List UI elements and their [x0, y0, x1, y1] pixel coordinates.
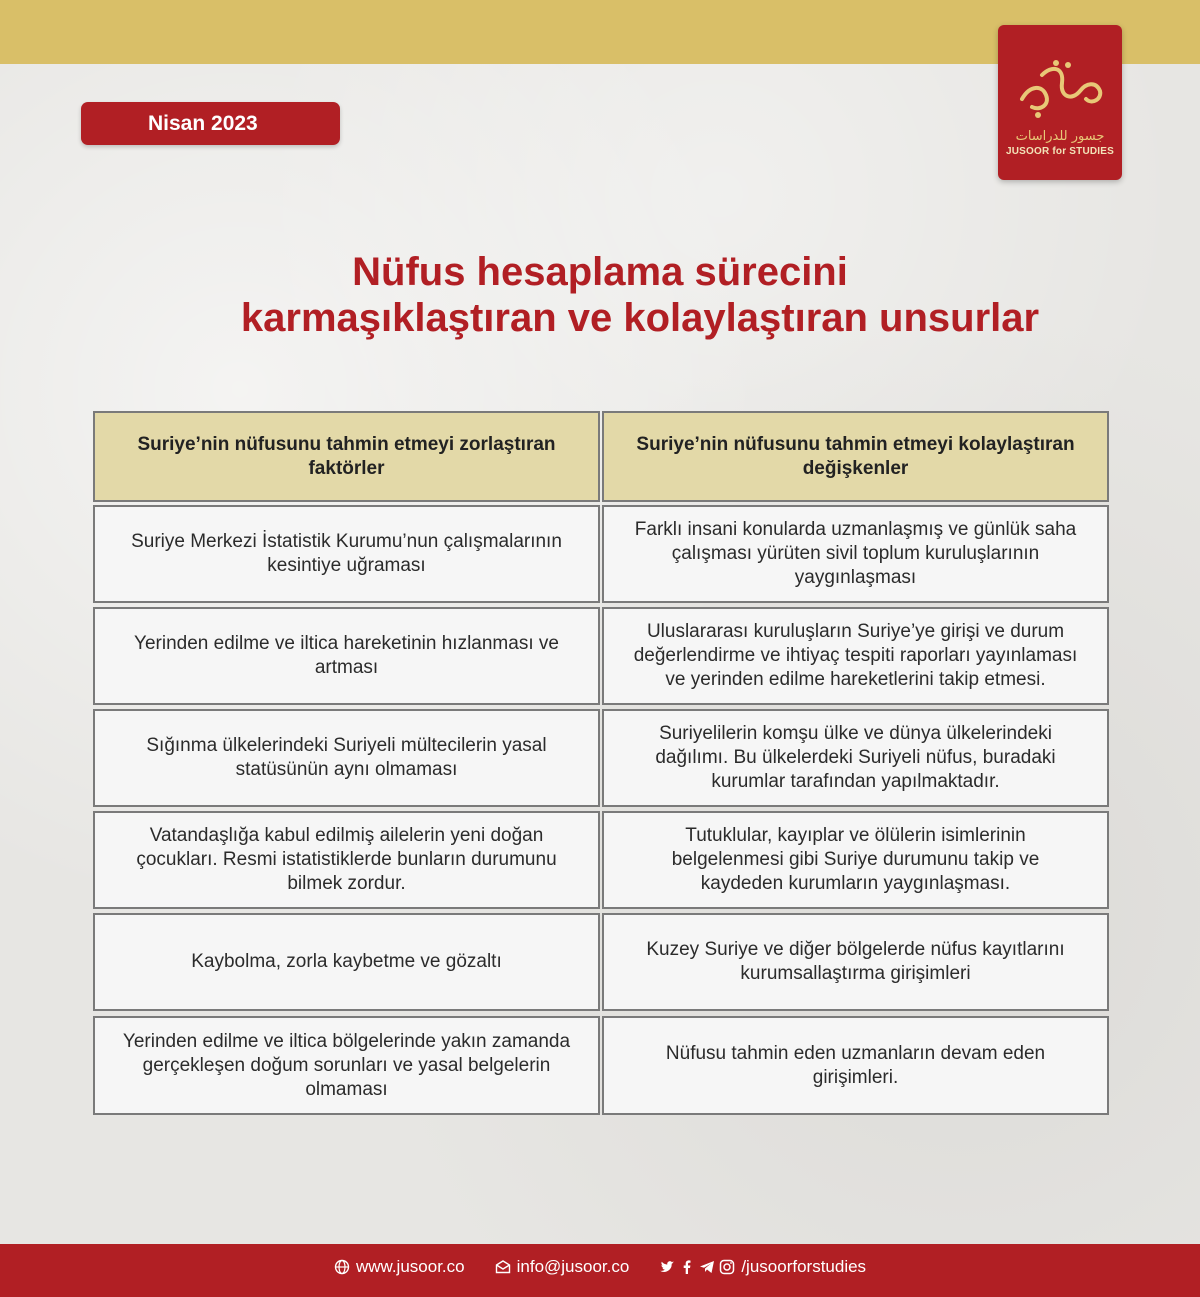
- date-badge: Nisan 2023: [81, 102, 340, 145]
- footer-social[interactable]: [659, 1257, 866, 1277]
- table-cell-right: Uluslararası kuruluşların Suriye’ye girişi ve durum değerlendirme ve ihtiyaç tespiti raporları yayınlaması ve yerinden edilme hareketlerini takip etmesi.: [602, 607, 1109, 705]
- email-link[interactable]: info@jusoor.co: [516, 1256, 630, 1276]
- logo-arabic-text: جسور للدراسات: [1015, 129, 1105, 144]
- footer-website[interactable]: [334, 1257, 465, 1277]
- header-easing-variables: Suriye’nin nüfusunu tahmin etmeyi kolaylaştıran değişkenler: [602, 411, 1109, 502]
- website-link[interactable]: www.jusoor.co: [355, 1256, 465, 1276]
- twitter-icon[interactable]: [659, 1259, 675, 1275]
- table-cell-left: Kaybolma, zorla kaybetme ve gözaltı: [93, 913, 600, 1011]
- title-line-2: karmaşıklaştıran ve kolaylaştıran unsurlar: [240, 296, 1040, 340]
- header-difficult-factors: Suriye’nin nüfusunu tahmin etmeyi zorlaştıran faktörler: [93, 411, 600, 502]
- telegram-icon[interactable]: [699, 1259, 715, 1275]
- table-cell-right: Kuzey Suriye ve diğer bölgelerde nüfus kayıtlarını kurumsallaştırma girişimleri: [602, 913, 1109, 1011]
- table-cell-left: Vatandaşlığa kabul edilmiş ailelerin yeni doğan çocukları. Resmi istatistiklerde bunların durumunu bilmek zordur.: [93, 811, 600, 909]
- footer-email[interactable]: [495, 1257, 630, 1277]
- instagram-icon[interactable]: [719, 1259, 735, 1275]
- facebook-icon[interactable]: [679, 1259, 695, 1275]
- globe-icon: [334, 1259, 350, 1275]
- table-cell-right: Tutuklular, kayıplar ve ölülerin isimlerinin belgelenmesi gibi Suriye durumunu takip ve kaydeden kurumların yaygınlaşması.: [602, 811, 1109, 909]
- title-line-1: Nüfus hesaplama sürecini: [352, 250, 848, 294]
- table-cell-right: Suriyelilerin komşu ülke ve dünya ülkelerindeki dağılımı. Bu ülkelerdeki Suriyeli nüfus, buradaki kurumlar tarafından yapılmaktadır.: [602, 709, 1109, 807]
- page-title: [0, 249, 1200, 341]
- table-cell-left: Yerinden edilme ve iltica hareketinin hızlanması ve artması: [93, 607, 600, 705]
- table-cell-right: Farklı insani konularda uzmanlaşmış ve günlük saha çalışması yürüten sivil toplum kuruluşlarının yaygınlaşması: [602, 505, 1109, 603]
- logo-english-text: JUSOOR for STUDIES: [1005, 146, 1115, 157]
- table-cell-left: Suriye Merkezi İstatistik Kurumu’nun çalışmalarının kesintiye uğraması: [93, 505, 600, 603]
- mail-icon: [495, 1259, 511, 1275]
- jusoor-logo: [998, 25, 1122, 180]
- calligraphy-logo-icon: [1012, 55, 1108, 119]
- table-cell-left: Sığınma ülkelerindeki Suriyeli mültecilerin yasal statüsünün aynı olmaması: [93, 709, 600, 807]
- social-handle[interactable]: /jusoorforstudies: [741, 1256, 867, 1276]
- table-cell-right: Nüfusu tahmin eden uzmanların devam eden girişimleri.: [602, 1016, 1109, 1115]
- footer-bar: [0, 1244, 1200, 1297]
- table-cell-left: Yerinden edilme ve iltica bölgelerinde yakın zamanda gerçekleşen doğum sorunları ve yasal belgelerin olmaması: [93, 1016, 600, 1115]
